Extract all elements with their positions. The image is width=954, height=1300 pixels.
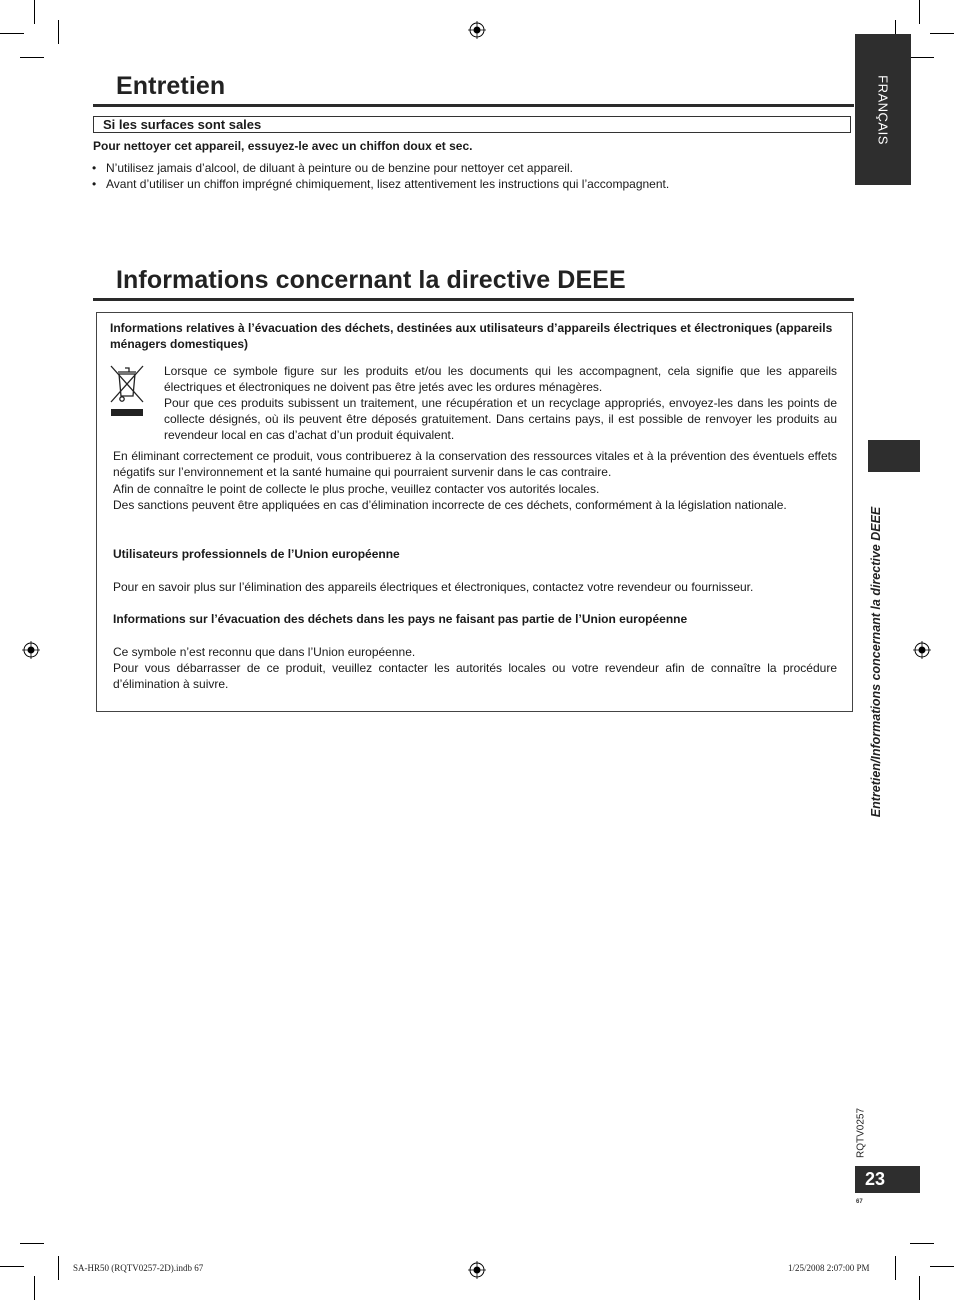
bullet-icon: •: [92, 177, 97, 191]
section-title-deee: Informations concernant la directive DEEE: [116, 266, 626, 294]
crop-mark: [20, 1243, 44, 1244]
symbol-text-2: Pour que ces produits subissent un traitement, une récupération et un recyclage appropriés, envoyez-les dans les points de collecte désignés, où ils peuvent être déposés gratuitement. Dans certains pays, il est possible de renvoyer les produits au revendeur local en cas d’achat d’un produit équivalent.: [164, 396, 837, 443]
deee-paragraph-3: Des sanctions peuvent être appliquées en cas d’élimination incorrecte de ces déchets, conformément à la législation nationale.: [113, 498, 787, 512]
pro-users-heading: Utilisateurs professionnels de l’Union européenne: [113, 547, 400, 561]
symbol-text-1: Lorsque ce symbole figure sur les produits et/ou les documents qui les accompagnent, cela signifie que les appareils électriques et électroniques ne doivent pas être jetés avec les ordures ménagères.: [164, 364, 837, 395]
registration-mark-icon: [913, 641, 931, 659]
pro-users-text: Pour en savoir plus sur l’élimination des appareils électriques et électroniques, contactez votre revendeur ou fournisseur.: [113, 580, 754, 594]
non-eu-text-2: Pour vous débarrasser de ce produit, veuillez contacter les autorités locales ou votre revendeur afin de connaître la procédure d’élimination à suivre.: [113, 661, 837, 692]
list-item: • N’utilisez jamais d’alcool, de diluant à peinture ou de benzine pour nettoyer cet appareil.: [92, 161, 573, 175]
crop-mark: [919, 1276, 920, 1300]
registration-mark-icon: [468, 1261, 486, 1279]
subheading-surfaces: Si les surfaces sont sales: [93, 116, 851, 133]
crop-mark: [930, 33, 954, 34]
crop-mark: [0, 33, 24, 34]
crossed-out-wheelie-bin-icon: [108, 362, 146, 420]
crop-mark: [58, 20, 59, 44]
deee-paragraph-2: Afin de connaître le point de collecte le plus proche, veuillez contacter vos autorités locales.: [113, 482, 600, 496]
crop-mark: [20, 57, 44, 58]
running-title: Entretien/Informations concernant la directive DEEE: [869, 506, 883, 818]
section-title-entretien: Entretien: [116, 72, 226, 100]
deee-paragraph-1: En éliminant correctement ce produit, vous contribuerez à la conservation des ressources vitales et à la prévention des éventuels effets négatifs sur l’environnement et la santé humaine qui pourraient survenir dans le cas contraire.: [113, 449, 837, 480]
bullet-icon: •: [92, 161, 97, 175]
crop-mark: [895, 1256, 896, 1280]
doc-code: RQTV0257: [855, 1107, 867, 1159]
registration-mark-icon: [468, 21, 486, 39]
small-page-number: 67: [856, 1199, 863, 1205]
crop-mark: [910, 57, 934, 58]
cleaning-intro: Pour nettoyer cet appareil, essuyez-le avec un chiffon doux et sec.: [93, 139, 473, 153]
crop-mark: [919, 0, 920, 24]
language-tab: FRANÇAIS: [855, 34, 911, 185]
non-eu-text-1: Ce symbole n’est reconnu que dans l’Union européenne.: [113, 645, 416, 659]
list-item: • Avant d’utiliser un chiffon imprégné chimiquement, lisez attentivement les instructions qui l’accompagnent.: [92, 177, 670, 191]
title-rule: [93, 104, 854, 107]
footer-timestamp: 1/25/2008 2:07:00 PM: [788, 1263, 870, 1273]
title-rule: [93, 298, 854, 301]
crop-mark: [930, 1266, 954, 1267]
crop-mark: [34, 0, 35, 24]
registration-mark-icon: [22, 641, 40, 659]
crop-mark: [58, 1256, 59, 1280]
page-number: 23: [855, 1166, 920, 1193]
non-eu-heading: Informations sur l’évacuation des déchets dans les pays ne faisant pas partie de l’Union européenne: [113, 612, 688, 626]
section-tab-marker: [868, 440, 920, 472]
footer-file-info: SA-HR50 (RQTV0257-2D).indb 67: [73, 1263, 204, 1273]
crop-mark: [0, 1266, 24, 1267]
crop-mark: [910, 1243, 934, 1244]
deee-box-heading: Informations relatives à l’évacuation des déchets, destinées aux utilisateurs d’appareils électriques et électroniques (appareils ménagers domestiques): [110, 321, 833, 352]
crop-mark: [34, 1276, 35, 1300]
